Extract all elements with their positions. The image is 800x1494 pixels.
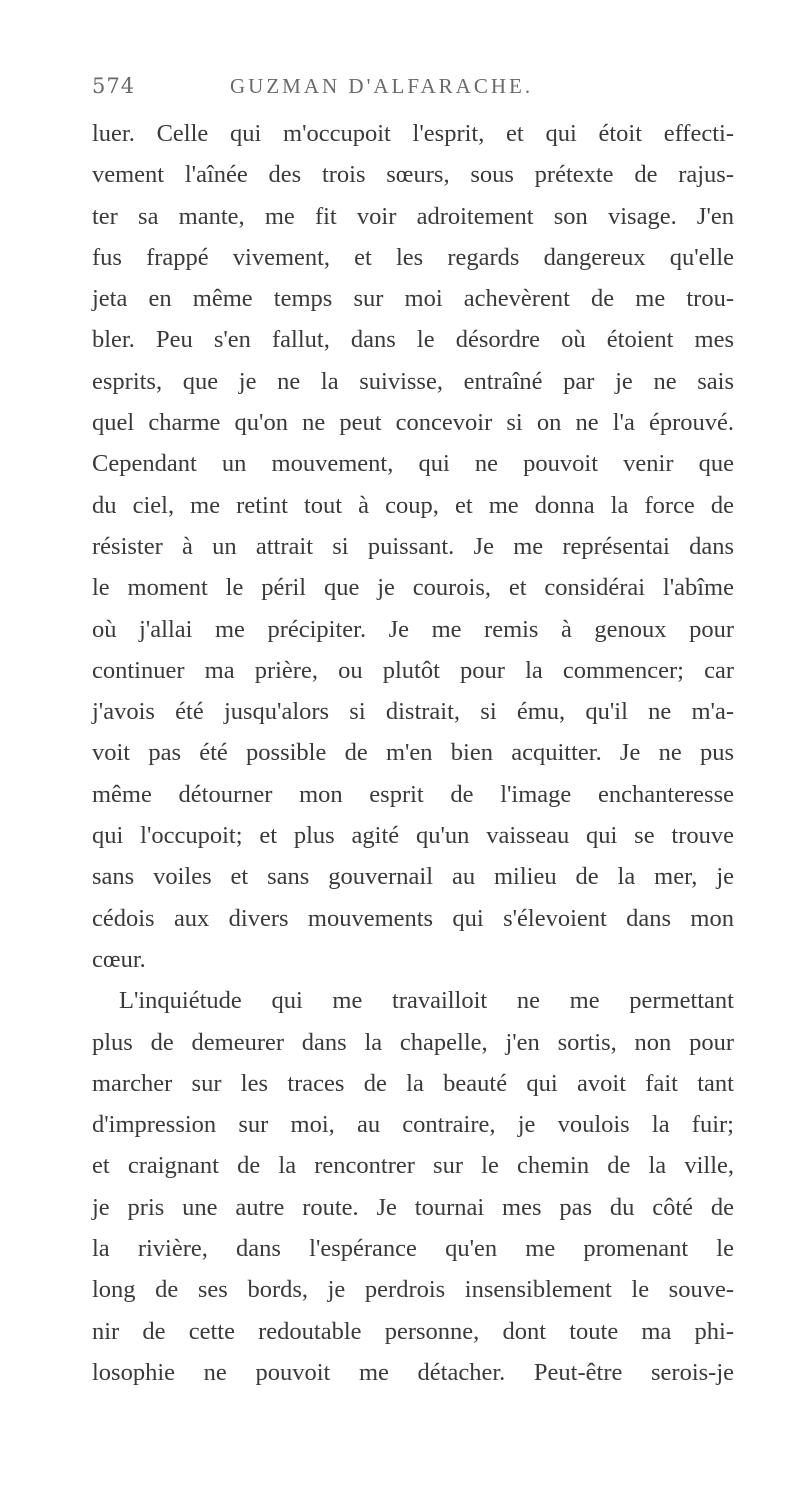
text-line: ter sa mante, me fit voir adroitement son visage. J'en [92,202,734,230]
text-line: la rivière, dans l'espérance qu'en me promenant le [92,1235,734,1263]
body-text [92,113,734,1393]
text-line: voit pas été possible de m'en bien acquitter. Je ne pus [92,739,734,767]
page-header [92,74,732,108]
text-line: losophie ne pouvoit me détacher. Peut-être serois-je [92,1358,734,1386]
text-line: fus frappé vivement, et les regards dangereux qu'elle [92,243,734,271]
text-line: bler. Peu s'en fallut, dans le désordre où étoient mes [92,326,734,354]
text-line: vement l'aînée des trois sœurs, sous prétexte de rajus- [92,161,734,189]
text-line: plus de demeurer dans la chapelle, j'en sortis, non pour [92,1028,734,1056]
text-line: jeta en même temps sur moi achevèrent de me trou- [92,285,734,313]
text-line: d'impression sur moi, au contraire, je voulois la fuir; [92,1111,734,1139]
text-line: je pris une autre route. Je tournai mes pas du côté de [92,1193,734,1221]
text-line: luer. Celle qui m'occupoit l'esprit, et qui étoit effecti- [92,120,734,147]
text-line: sans voiles et sans gouvernail au milieu de la mer, je [92,863,734,891]
text-line: du ciel, me retint tout à coup, et me donna la force de [92,491,734,519]
text-line: j'avois été jusqu'alors si distrait, si ému, qu'il ne m'a- [92,698,734,726]
text-line: résister à un attrait si puissant. Je me représentai dans [92,532,734,560]
page-number: 574 [92,74,136,98]
text-line: Cependant un mouvement, qui ne pouvoit venir que [92,450,734,478]
text-line: cédois aux divers mouvements qui s'élevoient dans mon [92,904,734,932]
text-line: nir de cette redoutable personne, dont toute ma phi- [92,1317,734,1345]
text-line: long de ses bords, je perdrois insensiblement le souve- [92,1276,734,1304]
text-line: où j'allai me précipiter. Je me remis à genoux pour [92,615,734,643]
text-line: quel charme qu'on ne peut concevoir si on ne l'a éprouvé. [92,409,734,437]
text-line: et craignant de la rencontrer sur le chemin de la ville, [92,1152,734,1180]
paragraph-start-line: L'inquiétude qui me travailloit ne me permettant [119,987,734,1015]
text-line: même détourner mon esprit de l'image enchanteresse [92,780,734,808]
running-title: GUZMAN D'ALFARACHE. [230,74,534,98]
text-line: continuer ma prière, ou plutôt pour la commencer; car [92,656,734,684]
text-line: le moment le péril que je courois, et considérai l'abîme [92,574,734,602]
text-line: marcher sur les traces de la beauté qui avoit fait tant [92,1069,734,1097]
text-line: qui l'occupoit; et plus agité qu'un vaisseau qui se trouve [92,822,734,850]
paragraph-end-line: cœur. [92,945,146,973]
text-line: esprits, que je ne la suivisse, entraîné par je ne sais [92,367,734,395]
